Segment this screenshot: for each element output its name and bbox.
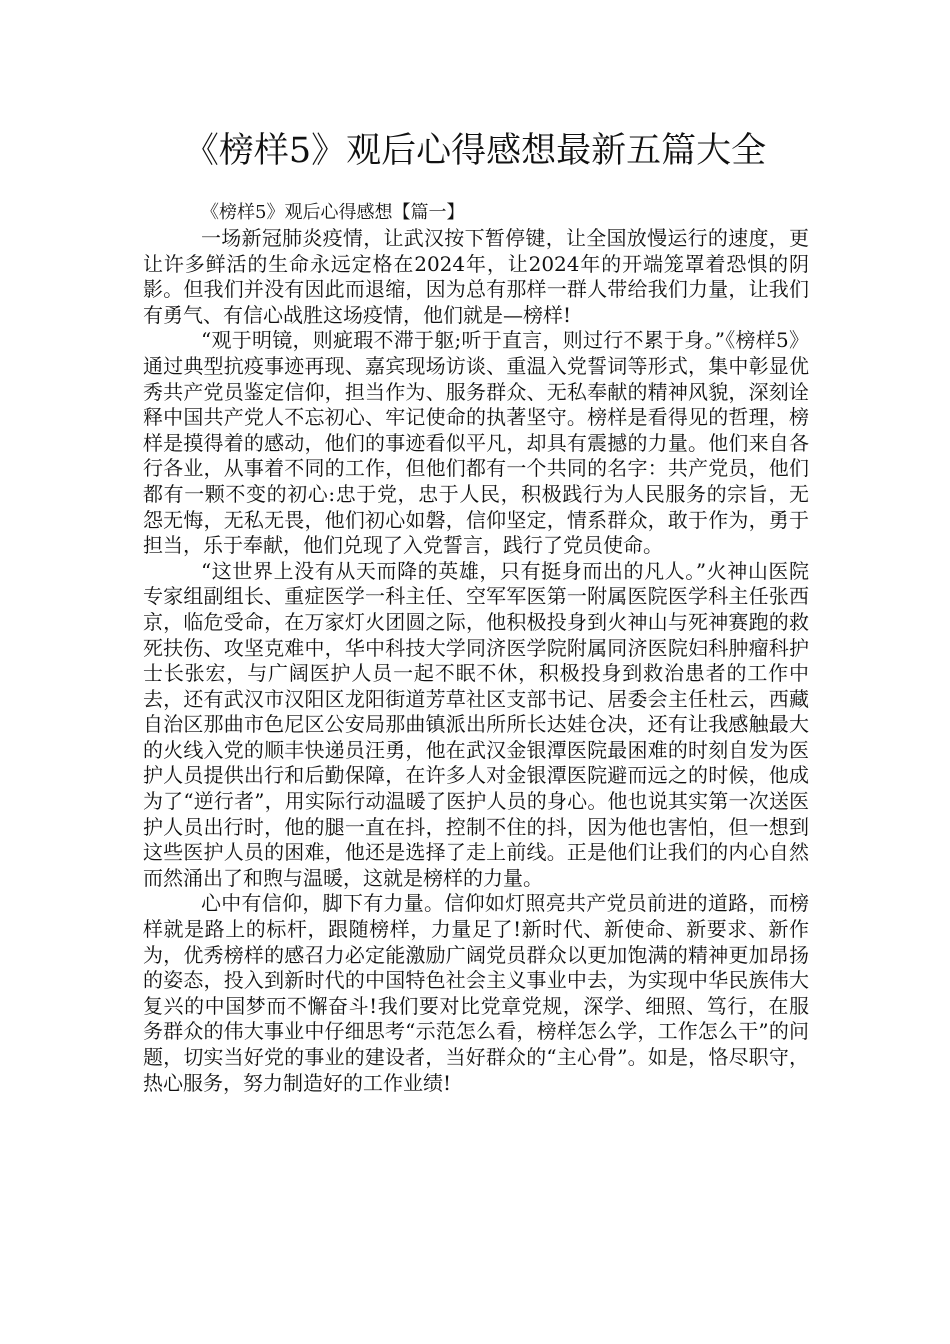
paragraph-1: 一场新冠肺炎疫情，让武汉按下暂停键，让全国放慢运行的速度，更让许多鲜活的生命永远定格在2024年，让2024年的开端笼罩着恐惧的阴影。但我们并没有因此而退缩，因为总有那样一群人带给我们力量，让我们有勇气、有信心战胜这场疫情，他们就是—榜样! <box>143 226 809 327</box>
document-title: 《榜样5》观后心得感想最新五篇大全 <box>183 131 767 171</box>
paragraph-2: “观于明镜，则疵瑕不滞于躯;听于直言，则过行不累于身。”《榜样5》通过典型抗疫事迹再现、嘉宾现场访谈、重温入党誓词等形式，集中彰显优秀共产党员鉴定信仰，担当作为、服务群众、无私奉献的精神风貌，深刻诠释中国共产党人不忘初心、牢记使命的执著坚守。榜样是看得见的哲理，榜样是摸得着的感动，他们的事迹看似平凡，却具有震撼的力量。他们来自各行各业，从事着不同的工作，但他们都有一个共同的名字：共产党员，他们都有一颗不变的初心:忠于党，忠于人民，积极践行为人民服务的宗旨，无怨无悔，无私无畏，他们初心如磐，信仰坚定，情系群众，敢于作为，勇于担当，乐于奉献，他们兑现了入党誓言，践行了党员使命。 <box>143 328 809 558</box>
paragraph-4: 心中有信仰，脚下有力量。信仰如灯照亮共产党员前进的道路，而榜样就是路上的标杆，跟随榜样，力量足了!新时代、新使命、新要求、新作为，优秀榜样的感召力必定能激励广阔党员群众以更加饱满的精神更加昂扬的姿态，投入到新时代的中国特色社会主义事业中去，为实现中华民族伟大复兴的中国梦而不懈奋斗!我们要对比党章党规，深学、细照、笃行，在服务群众的伟大事业中仔细思考“示范怎么看，榜样怎么学，工作怎么干”的问题，切实当好党的事业的建设者，当好群众的“主心骨”。如是，恪尽职守，热心服务，努力制造好的工作业绩! <box>143 891 809 1095</box>
paragraph-3: “这世界上没有从天而降的英雄，只有挺身而出的凡人。”火神山医院专家组副组长、重症医学一科主任、空军军医第一附属医院医学科主任张西京，临危受命，在万家灯火团圆之际，他积极投身到火神山与死神赛跑的救死扶伤、攻坚克难中，华中科技大学同济医学院附属同济医院妇科肿瘤科护士长张宏，与广阔医护人员一起不眠不休，积极投身到救治患者的工作中去，还有武汉市汉阳区龙阳街道芳草社区支部书记、居委会主任杜云，西藏自治区那曲市色尼区公安局那曲镇派出所所长达娃仓决，还有让我感触最大的火线入党的顺丰快递员汪勇，他在武汉金银潭医院最困难的时刻自发为医护人员提供出行和后勤保障，在许多人对金银潭医院避而远之的时候，他成为了“逆行者”，用实际行动温暖了医护人员的身心。他也说其实第一次送医护人员出行时，他的腿一直在抖，控制不住的抖，因为他也害怕，但一想到这些医护人员的困难，他还是选择了走上前线。正是他们让我们的内心自然而然涌出了和煦与温暖，这就是榜样的力量。 <box>143 558 809 890</box>
document-body <box>143 200 809 1096</box>
section-heading: 《榜样5》观后心得感想【篇一】 <box>201 202 465 223</box>
